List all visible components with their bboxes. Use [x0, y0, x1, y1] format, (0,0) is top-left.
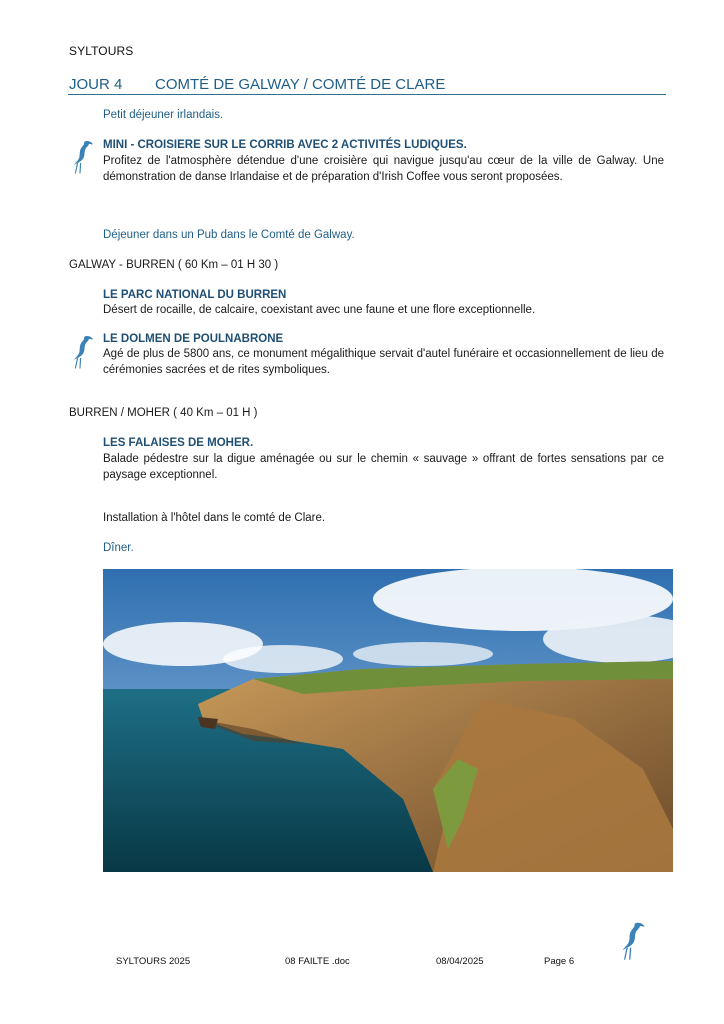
dolmen-title: LE DOLMEN DE POULNABRONE — [103, 333, 284, 345]
cliffs-photo — [103, 569, 673, 872]
footer-date: 08/04/2025 — [436, 956, 484, 967]
footer-file: 08 FAILTE .doc — [285, 956, 350, 967]
heron-icon — [614, 919, 648, 965]
day-title: COMTÉ DE GALWAY / COMTÉ DE CLARE — [155, 76, 446, 93]
burren-text: Désert de rocaille, de calcaire, coexistant avec une faune et une flore exceptionnelle. — [103, 304, 536, 316]
dinner-line: Dîner. — [103, 542, 134, 554]
hotel-line: Installation à l'hôtel dans le comté de Clare. — [103, 512, 326, 524]
footer-page: Page 6 — [544, 956, 575, 967]
moher-title: LES FALAISES DE MOHER. — [103, 437, 254, 449]
brand-header: SYLTOURS — [69, 44, 134, 58]
heron-icon — [66, 334, 96, 372]
heron-icon — [66, 139, 96, 177]
breakfast-line: Petit déjeuner irlandais. — [103, 109, 224, 121]
route-burren-moher: BURREN / MOHER ( 40 Km – 01 H ) — [69, 407, 258, 419]
cruise-text: Profitez de l'atmosphère détendue d'une croisière qui navigue jusqu'au cœur de la ville de Galway. Une démonstration de danse Irlandaise et de préparation d'Irish Coffee vous seront proposées. — [103, 155, 664, 183]
moher-text: Balade pédestre sur la digue aménagée ou sur le chemin « sauvage » offrant de fortes sensations par ce paysage exceptionnel. — [103, 453, 664, 481]
dolmen-text: Agé de plus de 5800 ans, ce monument mégalithique servait d'autel funéraire et occasionnellement de lieu de cérémonies sacrées et de rites symboliques. — [103, 348, 664, 376]
route-galway-burren: GALWAY - BURREN ( 60 Km – 01 H 30 ) — [69, 259, 279, 271]
cruise-title: MINI - CROISIERE SUR LE CORRIB AVEC 2 ACTIVITÉS LUDIQUES. — [103, 139, 467, 151]
lunch-line: Déjeuner dans un Pub dans le Comté de Galway. — [103, 229, 355, 241]
day-number: JOUR 4 — [69, 76, 123, 93]
burren-title: LE PARC NATIONAL DU BURREN — [103, 289, 287, 301]
footer-company: SYLTOURS 2025 — [116, 956, 191, 967]
day-header — [68, 76, 666, 95]
